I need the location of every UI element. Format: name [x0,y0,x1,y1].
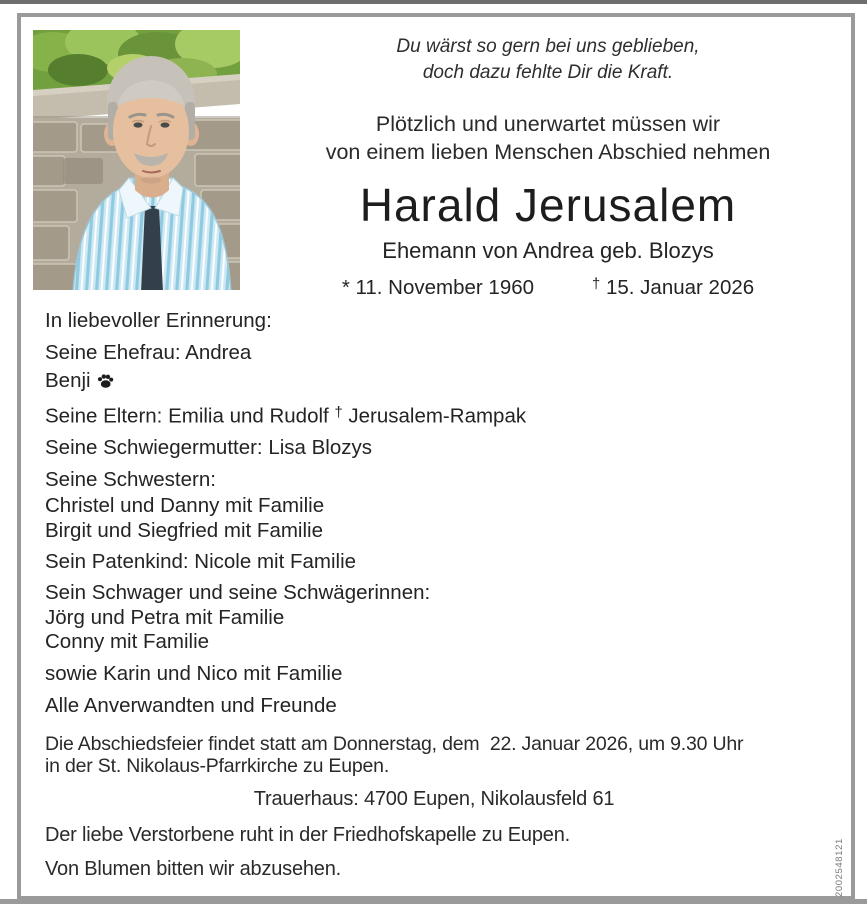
announcement [250,110,846,166]
parents-prefix: Seine Eltern: Emilia und Rudolf [45,404,329,428]
death-date-text: 15. Januar 2026 [605,276,755,299]
parents-suffix: Jerusalem-Rampak [348,404,527,428]
sisters-block [45,467,324,544]
verse-line-2: doch dazu fehlte Dir die Kraft. [422,62,674,83]
header-column [250,34,846,300]
print-id: 2002548121 [834,838,845,897]
service-line-1: Die Abschiedsfeier findet statt am Donnerstag, dem 22. Januar 2026, um 9.30 Uhr [45,733,744,755]
portrait-photo [33,30,240,290]
in-law-line: Jörg und Petra mit Familie [45,605,285,629]
sisters-heading: Seine Schwestern: [45,468,216,491]
death-cross-icon: † [592,276,601,293]
mother-in-law-line: Seine Schwiegermutter: Lisa Blozys [45,436,373,459]
parents-line [45,401,526,429]
resting-place-line: Der liebe Verstorbene ruht in der Friedhofskapelle zu Eupen. [45,824,570,846]
birth-date: * 11. November 1960 [341,276,535,299]
announcement-line-2: von einem lieben Menschen Abschied nehmen [325,140,771,164]
scan-edge-bottom [0,899,867,904]
in-law-line: Conny mit Familie [45,630,210,653]
in-laws-block [45,581,430,655]
paw-icon [97,370,114,395]
announcement-line-1: Plötzlich und unerwartet müssen wir [375,112,721,136]
sister-line: Birgit und Siegfried mit Familie [45,519,323,542]
deceased-relation: Ehemann von Andrea geb. Blozys [382,238,714,263]
wife-line: Seine Ehefrau: Andrea [45,341,252,364]
memorial-verse [250,34,846,86]
service-info [45,734,743,777]
mourning-house-line: Trauerhaus: 4700 Eupen, Nikolausfeld 61 [253,788,615,810]
scan-edge-top [0,0,867,4]
life-dates [250,276,846,300]
death-date [592,276,754,300]
sister-line: Christel und Danny mit Familie [45,493,325,517]
portrait-photo-illustration [33,30,240,290]
parents-cross-icon: † [334,405,343,421]
in-laws-heading: Sein Schwager und seine Schwägerinnen: [45,581,431,604]
deceased-name: Harald Jerusalem [359,179,737,231]
all-relatives-line: Alle Anverwandten und Freunde [45,694,337,717]
service-line-2: in der St. Nikolaus-Pfarrkirche zu Eupen. [45,754,390,777]
flowers-line: Von Blumen bitten wir abzusehen. [45,858,342,880]
extended-family-line: sowie Karin und Nico mit Familie [45,662,343,685]
pet-name: Benji [45,369,91,392]
memory-intro: In liebevoller Erinnerung: [45,309,272,332]
pet-line [45,368,114,395]
verse-line-1: Du wärst so gern bei uns geblieben, [396,36,700,57]
godchild-line: Sein Patenkind: Nicole mit Familie [45,550,357,573]
